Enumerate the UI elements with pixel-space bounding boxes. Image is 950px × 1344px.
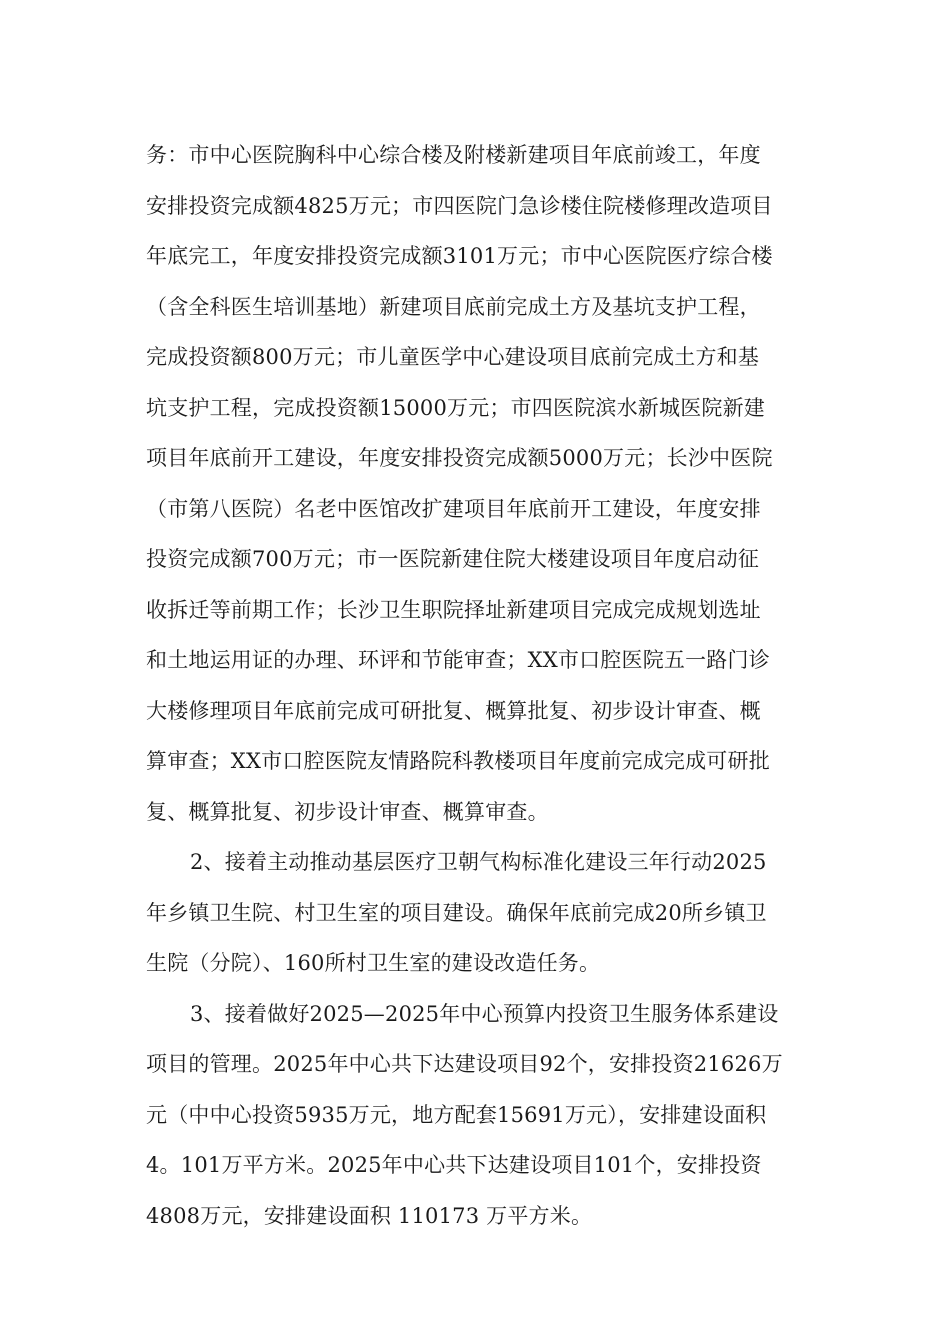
text-line: 算审查；XX市口腔医院友情路院科教楼项目年度前完成完成可研批 <box>146 749 770 773</box>
text-line: 坑支护工程，完成投资额15000万元；市四医院滨水新城医院新建 <box>146 395 766 420</box>
text-line: 大楼修理项目年底前完成可研批复、概算批复、初步设计审查、概 <box>146 698 761 723</box>
text-line: 投资完成额700万元；市一医院新建住院大楼建设项目年度启动征 <box>146 547 760 571</box>
text-line: 元（中中心投资5935万元，地方配套15691万元），安排建设面积 <box>146 1102 767 1127</box>
paragraph-3-first-line: 3、接着做好2025—2025年中心预算内投资卫生服务体系建设 <box>190 1001 779 1026</box>
text-line: （含全科医生培训基地）新建项目底前完成土方及基坑支护工程， <box>146 294 761 319</box>
document-body <box>146 130 826 1241</box>
text-line: 生院（分院）、160所村卫生室的建设改造任务。 <box>146 951 601 975</box>
text-line: 年底完工，年度安排投资完成额3101万元；市中心医院医疗综合楼 <box>146 244 773 268</box>
paragraph-2-first-line: 2、接着主动推动基层医疗卫朝气构标准化建设三年行动2025 <box>190 850 767 874</box>
text-line: 项目年底前开工建设，年度安排投资完成额5000万元；长沙中医院 <box>146 446 773 470</box>
text-line: 务：市中心医院胸科中心综合楼及附楼新建项目年底前竣工，年度 <box>146 143 761 167</box>
text-line: 年乡镇卫生院、村卫生室的项目建设。确保年底前完成20所乡镇卫 <box>146 900 767 925</box>
text-line: 4808万元，安排建设面积 110173 万平方米。 <box>146 1203 593 1228</box>
text-line: 和土地运用证的办理、环评和节能审查；XX市口腔医院五一路门诊 <box>146 648 770 672</box>
text-line: 复、概算批复、初步设计审查、概算审查。 <box>146 799 549 824</box>
text-line: 项目的管理。2025年中心共下达建设项目92个，安排投资21626万 <box>146 1052 783 1076</box>
text-line: 收拆迁等前期工作；长沙卫生职院择址新建项目完成完成规划选址 <box>146 597 761 622</box>
text-line: （市第八医院）名老中医馆改扩建项目年底前开工建设，年度安排 <box>146 496 761 521</box>
text-line: 完成投资额800万元；市儿童医学中心建设项目底前完成土方和基 <box>146 345 760 369</box>
text-line: 安排投资完成额4825万元；市四医院门急诊楼住院楼修理改造项目 <box>146 193 773 218</box>
text-line: 4。101万平方米。2025年中心共下达建设项目101个，安排投资 <box>146 1153 762 1177</box>
